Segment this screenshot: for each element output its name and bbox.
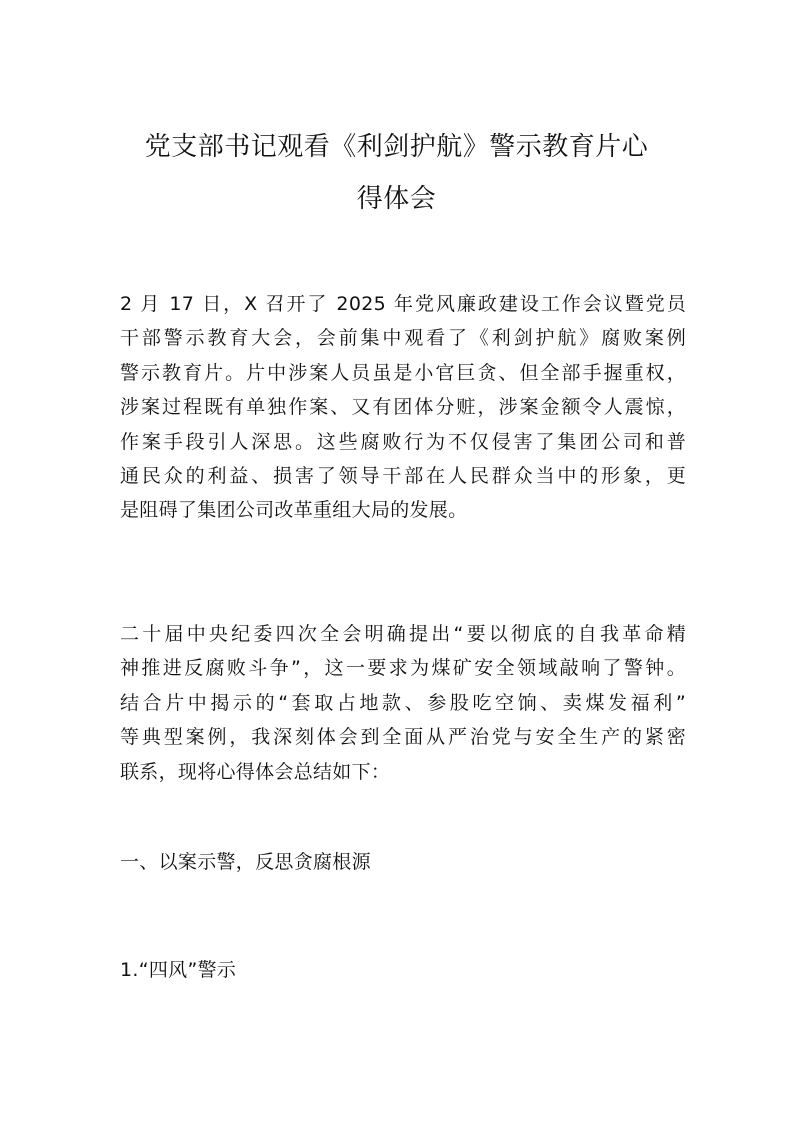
text-line: 联系，现将心得体会总结如下： <box>120 760 391 783</box>
paragraph-intro <box>120 287 686 528</box>
paragraph-context <box>120 617 686 789</box>
text-line: 等典型案例，我深刻体会到全面从严治党与安全生产的紧密 <box>120 726 686 749</box>
text-line: 2 月 17 日，X 召开了 2025 年党风廉政建设工作会议暨党员 <box>120 293 686 315</box>
text-line: 结合片中揭示的“套取占地款、参股吃空饷、卖煤发福利” <box>120 691 686 714</box>
text-line: 二十届中央纪委四次全会明确提出“要以彻底的自我革命精 <box>120 623 686 645</box>
text-line: 通民众的利益、损害了领导干部在人民群众当中的形象，更 <box>120 465 686 488</box>
text-line: 神推进反腐败斗争”，这一要求为煤矿安全领域敲响了警钟。 <box>120 657 686 680</box>
sub-heading: 1.“四风”警示 <box>120 959 237 981</box>
text-line: 作案手段引人深思。这些腐败行为不仅侵害了集团公司和普 <box>120 430 686 453</box>
title-line: 得体会 <box>356 184 437 214</box>
text-line: 涉案过程既有单独作案、又有团体分赃，涉案金额令人震惊， <box>120 396 686 419</box>
text-line: 警示教育片。片中涉案人员虽是小官巨贪、但全部手握重权， <box>120 361 686 384</box>
title-line: 党支部书记观看《利剑护航》警示教育片心 <box>144 132 649 162</box>
text-line: 干部警示教育大会，会前集中观看了《利剑护航》腐败案例 <box>120 327 686 350</box>
text-line: 是阻碍了集团公司改革重组大局的发展。 <box>120 499 468 522</box>
document-title <box>100 121 693 225</box>
section-heading: 一、以案示警，反思贪腐根源 <box>120 851 371 873</box>
